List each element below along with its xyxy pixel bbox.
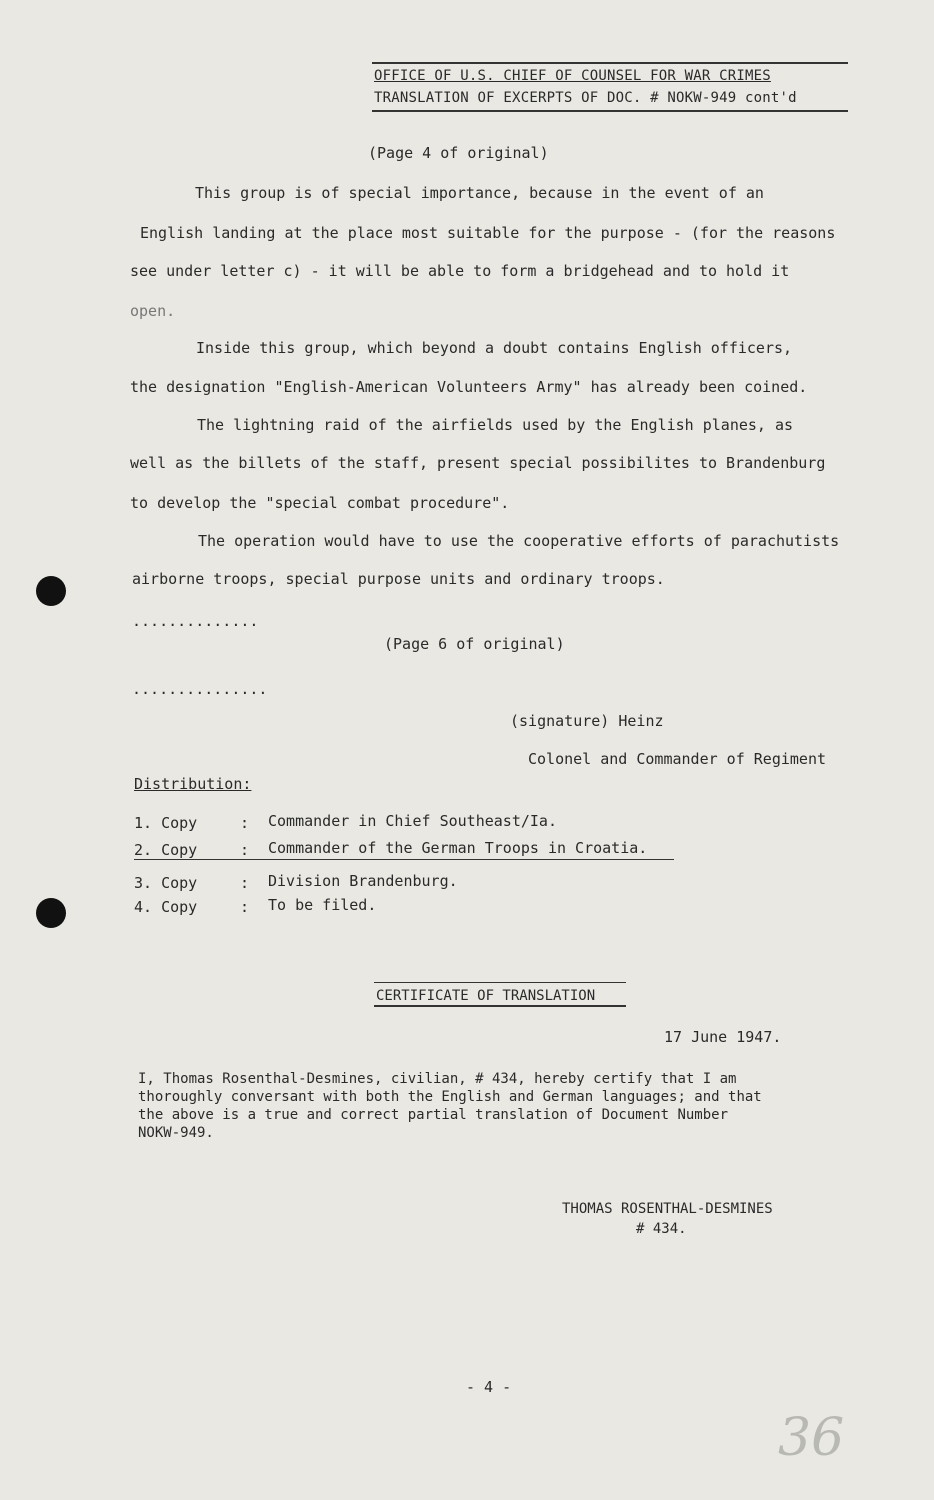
para3-line2: well as the billets of the staff, present special possibilites to Brandenburg — [130, 454, 826, 472]
translator-number: # 434. — [636, 1221, 687, 1237]
distribution-title: Distribution: — [134, 775, 252, 793]
punch-hole-bottom — [36, 898, 66, 928]
para1-line3: see under letter c) - it will be able to form a bridgehead and to hold it — [130, 262, 790, 280]
distribution-item-3-sep: : — [240, 874, 250, 892]
certificate-body-line2: thoroughly conversant with both the English and German languages; and that — [138, 1089, 762, 1105]
document-header — [372, 62, 848, 106]
para1-line1: This group is of special importance, because in the event of an — [195, 184, 764, 202]
certificate-title: CERTIFICATE OF TRANSLATION — [376, 988, 596, 1004]
page-6-label: (Page 6 of original) — [384, 635, 565, 653]
para1-line2: English landing at the place most suitable for the purpose - (for the reasons — [140, 224, 836, 242]
header-rule — [372, 110, 848, 112]
ellipsis-divider-2: ............... — [132, 680, 268, 698]
distribution-item-2-text: Commander of the German Troops in Croatia. — [268, 839, 648, 857]
page-number: - 4 - — [466, 1378, 512, 1396]
para2-line1: Inside this group, which beyond a doubt contains English officers, — [196, 339, 793, 357]
para4-line1: The operation would have to use the cooperative efforts of parachutists — [198, 532, 840, 550]
distribution-item-2-underline — [134, 859, 674, 860]
distribution-item-2-sep: : — [240, 841, 250, 859]
certificate-title-rule — [374, 1005, 626, 1007]
translator-name: THOMAS ROSENTHAL-DESMINES — [562, 1201, 773, 1217]
para2-line2: the designation "English-American Volunteers Army" has already been coined. — [130, 378, 808, 396]
para4-line2: airborne troops, special purpose units and ordinary troops. — [132, 570, 665, 588]
distribution-item-3-number: 3. Copy — [134, 874, 198, 892]
punch-hole-top — [36, 576, 66, 606]
distribution-item-3-text: Division Brandenburg. — [268, 872, 458, 890]
certificate-date: 17 June 1947. — [664, 1028, 782, 1046]
distribution-item-1-text: Commander in Chief Southeast/Ia. — [268, 812, 557, 830]
distribution-item-4-number: 4. Copy — [134, 898, 198, 916]
header-office-line: OFFICE OF U.S. CHIEF OF COUNSEL FOR WAR CRIMES — [374, 68, 771, 84]
ellipsis-divider-1: .............. — [132, 612, 259, 630]
distribution-item-1-number: 1. Copy — [134, 814, 198, 832]
certificate-title-box — [374, 982, 626, 1004]
para3-line3: to develop the "special combat procedure". — [130, 494, 510, 512]
header-translation-line: TRANSLATION OF EXCERPTS OF DOC. # NOKW-949 cont'd — [374, 90, 797, 106]
certificate-body-line1: I, Thomas Rosenthal-Desmines, civilian, # 434, hereby certify that I am — [138, 1071, 737, 1087]
para1-line4: open. — [130, 302, 176, 320]
certificate-body-line4: NOKW-949. — [138, 1125, 214, 1141]
distribution-item-4-text: To be filed. — [268, 896, 377, 914]
page-4-label: (Page 4 of original) — [368, 144, 549, 162]
distribution-item-4-sep: : — [240, 898, 250, 916]
para3-line1: The lightning raid of the airfields used by the English planes, as — [197, 416, 794, 434]
distribution-item-2-number: 2. Copy — [134, 841, 198, 859]
signature-line: (signature) Heinz — [510, 712, 664, 730]
handwritten-archive-number: 36 — [778, 1408, 845, 1468]
signature-title: Colonel and Commander of Regiment — [528, 750, 827, 768]
distribution-item-1-sep: : — [240, 814, 250, 832]
certificate-body-line3: the above is a true and correct partial translation of Document Number — [138, 1107, 729, 1123]
